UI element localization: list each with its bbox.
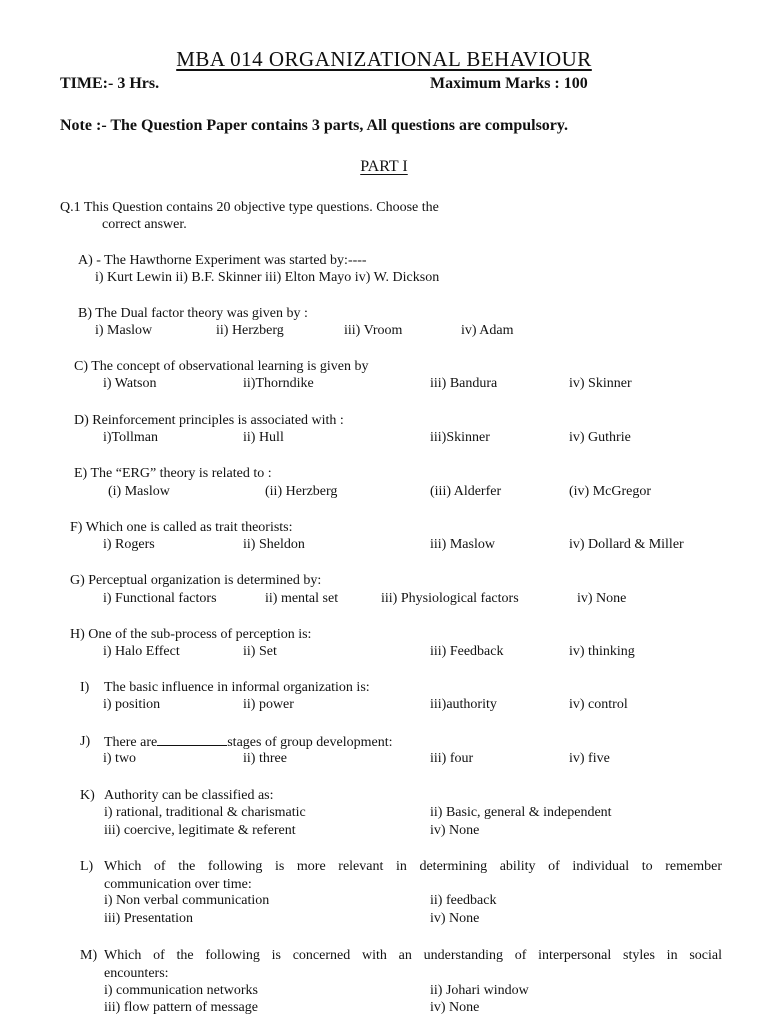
question-l-stem-cont: communication over time: bbox=[104, 877, 252, 892]
question-a-stem: A) - The Hawthorne Experiment was started by:---- bbox=[78, 253, 367, 268]
option: iv) Adam bbox=[461, 323, 514, 338]
option: iii) Maslow bbox=[430, 537, 495, 552]
option: ii) three bbox=[243, 751, 287, 766]
question-k-label: K) bbox=[80, 788, 95, 803]
option: iv) None bbox=[577, 591, 627, 606]
option: ii) Set bbox=[243, 644, 277, 659]
option: iv) None bbox=[430, 1000, 480, 1015]
fill-in-blank bbox=[157, 733, 227, 746]
option: ii)Thorndike bbox=[243, 376, 314, 391]
option: iii)Skinner bbox=[430, 430, 490, 445]
option: iii) Vroom bbox=[344, 323, 403, 338]
option: ii) Johari window bbox=[430, 983, 529, 998]
option: ii) feedback bbox=[430, 893, 497, 908]
option: iii) flow pattern of message bbox=[104, 1000, 258, 1015]
option: iv) five bbox=[569, 751, 610, 766]
instruction-note: Note :- The Question Paper contains 3 parts, All questions are compulsory. bbox=[60, 117, 569, 134]
question-b-stem: B) The Dual factor theory was given by : bbox=[78, 306, 308, 321]
question-e-stem: E) The “ERG” theory is related to : bbox=[74, 466, 272, 481]
option: ii) power bbox=[243, 697, 294, 712]
option: i) Functional factors bbox=[103, 591, 217, 606]
question-1-intro bbox=[60, 199, 439, 233]
option: i) Watson bbox=[103, 376, 157, 391]
time-label: TIME:- 3 Hrs. bbox=[60, 75, 160, 92]
question-l-stem: Which of the following is more relevant in determining ability of individual to remember bbox=[104, 859, 722, 874]
option: (iii) Alderfer bbox=[430, 484, 502, 499]
option: iii) coercive, legitimate & referent bbox=[104, 823, 296, 838]
option: iv) control bbox=[569, 697, 628, 712]
option: i) two bbox=[103, 751, 137, 766]
question-m-label: M) bbox=[80, 948, 98, 963]
option: iv) thinking bbox=[569, 644, 635, 659]
option: i) Halo Effect bbox=[103, 644, 180, 659]
question-i-stem: The basic influence in informal organization is: bbox=[104, 680, 370, 695]
question-c-stem: C) The concept of observational learning is given by bbox=[74, 359, 369, 374]
option: ii) Hull bbox=[243, 430, 284, 445]
question-j-label: J) bbox=[80, 734, 91, 749]
option: iv) None bbox=[430, 911, 480, 926]
option: iii) Presentation bbox=[104, 911, 194, 926]
option: ii) mental set bbox=[265, 591, 339, 606]
paper-title: MBA 014 ORGANIZATIONAL BEHAVIOUR bbox=[176, 47, 592, 71]
question-h-stem: H) One of the sub-process of perception is: bbox=[70, 627, 312, 642]
option: i)Tollman bbox=[103, 430, 159, 445]
option: i) communication networks bbox=[104, 983, 258, 998]
max-marks-label: Maximum Marks : 100 bbox=[430, 75, 588, 92]
part-heading: PART I bbox=[360, 158, 408, 175]
option: iv) None bbox=[430, 823, 480, 838]
option: ii) Herzberg bbox=[216, 323, 284, 338]
question-l-label: L) bbox=[80, 859, 94, 874]
option: iii) Physiological factors bbox=[381, 591, 519, 606]
question-i-label: I) bbox=[80, 680, 90, 695]
question-1-line: Q.1 This Question contains 20 objective type questions. Choose the bbox=[60, 200, 439, 215]
option: ii) Sheldon bbox=[243, 537, 305, 552]
option: ii) Basic, general & independent bbox=[430, 805, 612, 820]
question-m-stem: Which of the following is concerned with an understanding of interpersonal styles in social bbox=[104, 948, 722, 963]
question-a-options: i) Kurt Lewin ii) B.F. Skinner iii) Elton Mayo iv) W. Dickson bbox=[95, 270, 440, 285]
option: iii)authority bbox=[430, 697, 497, 712]
question-m-stem-cont: encounters: bbox=[104, 966, 169, 981]
option: i) rational, traditional & charismatic bbox=[104, 805, 306, 820]
option: i) Rogers bbox=[103, 537, 155, 552]
question-d-stem: D) Reinforcement principles is associated with : bbox=[74, 413, 344, 428]
option: iv) Guthrie bbox=[569, 430, 631, 445]
option: i) Non verbal communication bbox=[104, 893, 270, 908]
question-g-stem: G) Perceptual organization is determined by: bbox=[70, 573, 322, 588]
option: (ii) Herzberg bbox=[265, 484, 338, 499]
question-j-stem: There are stages of group development: bbox=[104, 735, 393, 750]
question-1-line: correct answer. bbox=[102, 217, 187, 232]
option: (i) Maslow bbox=[108, 484, 170, 499]
question-f-stem: F) Which one is called as trait theorists: bbox=[70, 520, 293, 535]
option: i) Maslow bbox=[95, 323, 153, 338]
option: (iv) McGregor bbox=[569, 484, 652, 499]
option: iii) Bandura bbox=[430, 376, 498, 391]
option: iv) Skinner bbox=[569, 376, 632, 391]
option: iv) Dollard & Miller bbox=[569, 537, 684, 552]
option: iii) Feedback bbox=[430, 644, 504, 659]
option: iii) four bbox=[430, 751, 474, 766]
option: i) position bbox=[103, 697, 161, 712]
question-k-stem: Authority can be classified as: bbox=[104, 788, 274, 803]
